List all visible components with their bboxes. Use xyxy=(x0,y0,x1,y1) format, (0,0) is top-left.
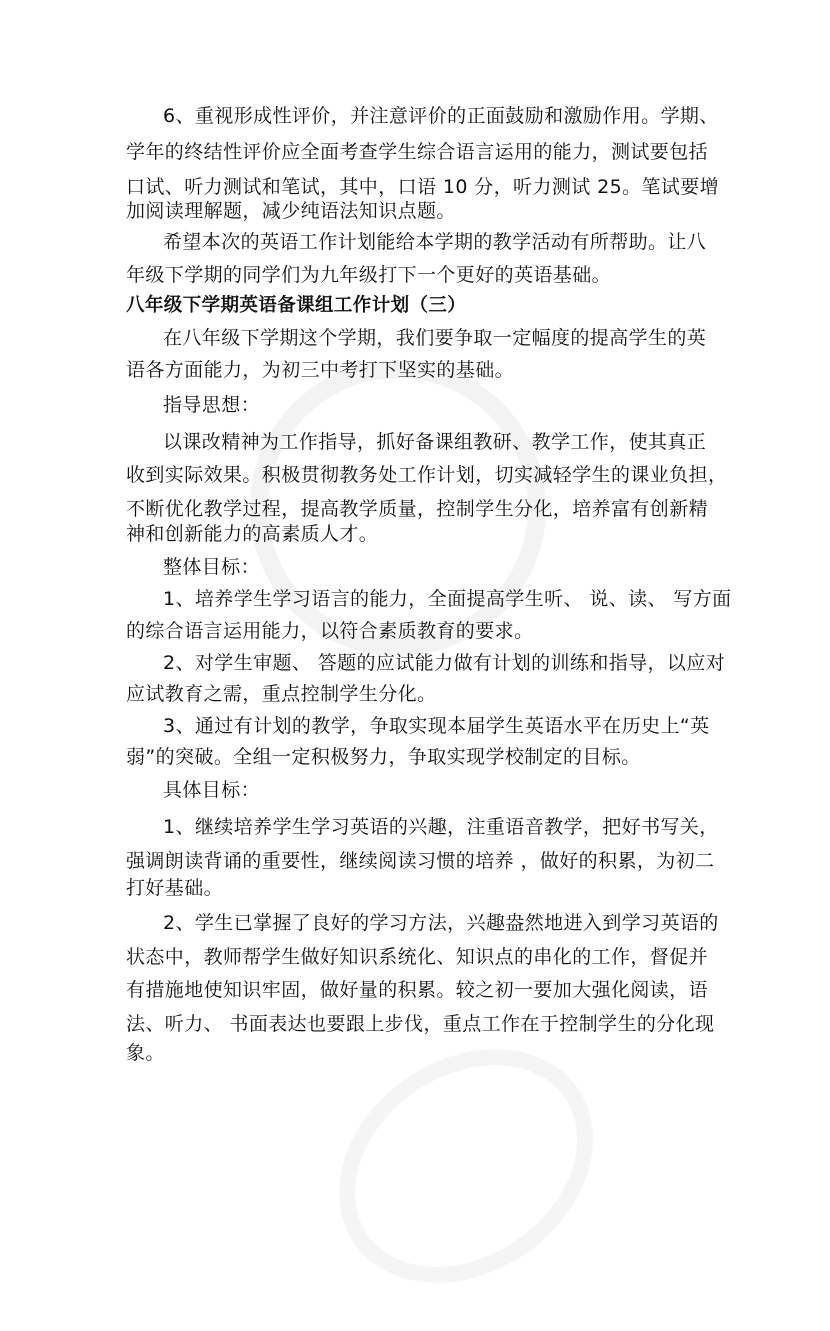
subheading: 指导思想： xyxy=(163,394,261,416)
text-line: 弱”的突破。全组一定积极努力，争取实现学校制定的目标。 xyxy=(126,746,641,768)
text-line: 应试教育之需，重点控制学生分化。 xyxy=(126,683,437,705)
text-line: 的综合语言运用能力，以符合素质教育的要求。 xyxy=(126,620,534,642)
text-line: 神和创新能力的高素质人才。 xyxy=(126,523,379,545)
text-line: 口试、听力测试和笔试，其中，口语 10 分，听力测试 25。笔试要增 xyxy=(126,176,720,198)
text-line: 加阅读理解题，减少纯语法知识点题。 xyxy=(126,200,456,222)
text-line: 希望本次的英语工作计划能给本学期的教学活动有所帮助。让八 xyxy=(163,231,707,253)
text-line: 有措施地使知识牢固，做好量的积累。较之初一要加大强化阅读，语 xyxy=(126,979,709,1001)
text-line: 2、学生已掌握了良好的学习方法，兴趣盎然地进入到学习英语的 xyxy=(163,912,719,934)
text-line: 年级下学期的同学们为九年级打下一个更好的英语基础。 xyxy=(126,264,612,286)
text-line: 6、重视形成性评价，并注意评价的正面鼓励和激励作用。学期、 xyxy=(163,105,719,127)
section-heading: 八年级下学期英语备课组工作计划（三） xyxy=(126,295,467,316)
text-line: 学年的终结性评价应全面考查学生综合语言运用的能力，测试要包括 xyxy=(126,141,709,163)
text-line: 3、通过有计划的教学，争取实现本届学生英语水平在历史上“英 xyxy=(163,715,710,737)
text-line: 在八年级下学期这个学期，我们要争取一定幅度的提高学生的英 xyxy=(163,327,707,349)
text-line: 1、继续培养学生学习英语的兴趣，注重语音教学，把好书写关， xyxy=(163,816,719,838)
text-line: 1、培养学生学习语言的能力，全面提高学生听、 说、读、 写方面 xyxy=(163,588,732,610)
watermark-seal-lower xyxy=(294,1001,638,1331)
text-line: 强调朗读背诵的重要性，继续阅读习惯的培养 ，做好的积累，为初二 xyxy=(126,850,715,872)
text-line: 法、听力、 书面表达也要跟上步伐，重点工作在于控制学生的分化现 xyxy=(126,1013,715,1035)
text-line: 以课改精神为工作指导，抓好备课组教研、教学工作，使其真正 xyxy=(163,431,707,453)
text-line: 2、对学生审题、 答题的应试能力做有计划的训练和指导，以应对 xyxy=(163,652,726,674)
text-line: 收到实际效果。积极贯彻教务处工作计划，切实减轻学生的课业负担， xyxy=(126,464,728,486)
text-line: 不断优化教学过程，提高教学质量，控制学生分化，培养富有创新精 xyxy=(126,498,709,520)
subheading: 整体目标： xyxy=(163,556,261,578)
subheading: 具体目标： xyxy=(163,779,261,801)
text-line: 象。 xyxy=(126,1042,165,1064)
text-line: 语各方面能力，为初三中考打下坚实的基础。 xyxy=(126,359,515,381)
text-line: 状态中，教师帮学生做好知识系统化、知识点的串化的工作，督促并 xyxy=(126,946,709,968)
text-line: 打好基础。 xyxy=(126,877,224,899)
